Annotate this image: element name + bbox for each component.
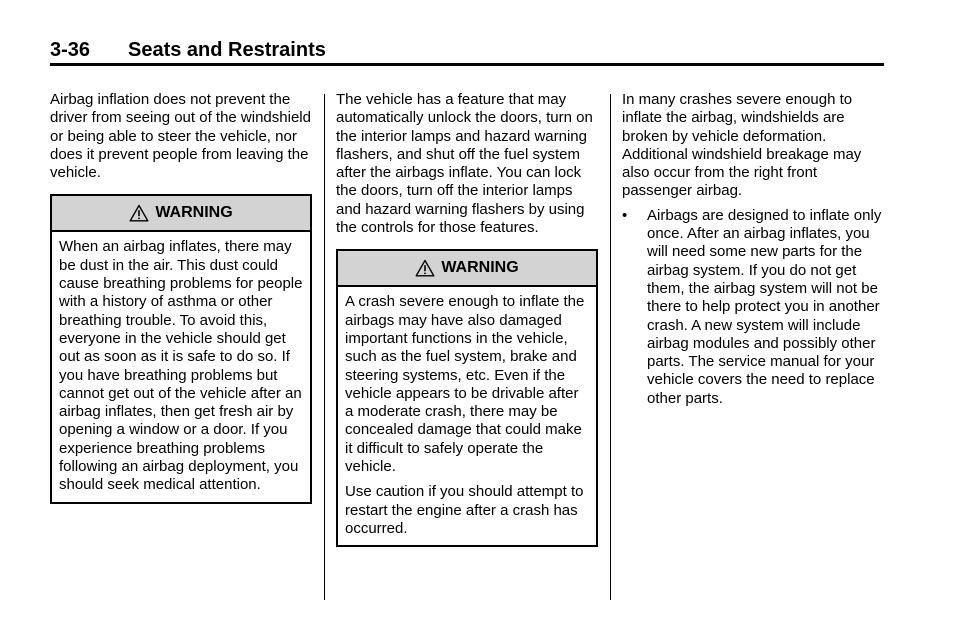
column-divider [324,94,325,600]
page-number: 3-36 [50,39,91,61]
header-rule [50,63,884,66]
warning-text: Use caution if you should attempt to restart the engine after a crash has occurred. [345,483,584,537]
warning-triangle-icon [129,204,149,222]
intro-paragraph: In many crashes severe enough to inflate the airbag, windshields are broken by vehicle deformation. Additional windshield breakage may also occur from the right front passenger airbag. [622,91,862,200]
warning-box [336,249,598,547]
warning-title: WARNING [441,259,519,277]
bullet-marker: • [622,206,628,224]
column-1 [50,91,312,504]
bullet-text: Airbags are designed to inflate only once. After an airbag inflates, you will need some new parts for the airbag system. If you do not get them, the airbag system will not be there to help protect you in another crash. A new system will include airbag modules and possibly other parts. The service manual for your vehicle covers the need to replace other parts. [647,206,882,407]
warning-header [338,251,596,287]
warning-text: When an airbag inflates, there may be dust in the air. This dust could cause breathing problems for people with a history of asthma or other breathing trouble. To avoid this, everyone in the vehicle should get out as soon as it is safe to do so. If you have breathing problems but cannot get out of the vehicle after an airbag inflates, then get fresh air by opening a window or a door. If you experience breathing problems following an airbag deployment, you should seek medical attention. [59,238,303,494]
column-3 [622,91,884,408]
warning-box [50,194,312,503]
warning-title: WARNING [155,204,233,222]
warning-header [52,196,310,232]
list-item [622,207,884,408]
column-divider [610,94,611,600]
intro-paragraph: Airbag inflation does not prevent the driver from seeing out of the windshield or being able to steer the vehicle, nor does it prevent people from leaving the vehicle. [50,91,311,182]
column-2 [336,91,598,547]
section-title: Seats and Restraints [128,39,326,61]
warning-body [52,232,310,501]
warning-body [338,287,596,545]
warning-triangle-icon [415,259,435,277]
page-header [50,38,884,66]
intro-paragraph: The vehicle has a feature that may automatically unlock the doors, turn on the interior lamps and hazard warning flashers, and shut off the fuel system after the airbags inflate. You can lock the doors, turn off the interior lamps and hazard warning flashers by using the controls for those features. [336,91,593,237]
bullet-list [622,207,884,408]
warning-text: A crash severe enough to inflate the airbags may have also damaged important functions in the vehicle, such as the fuel system, brake and steering systems, etc. Even if the vehicle appears to be drivable after a moderate crash, there may be concealed damage that could make it difficult to safely operate the vehicle. [345,293,585,476]
